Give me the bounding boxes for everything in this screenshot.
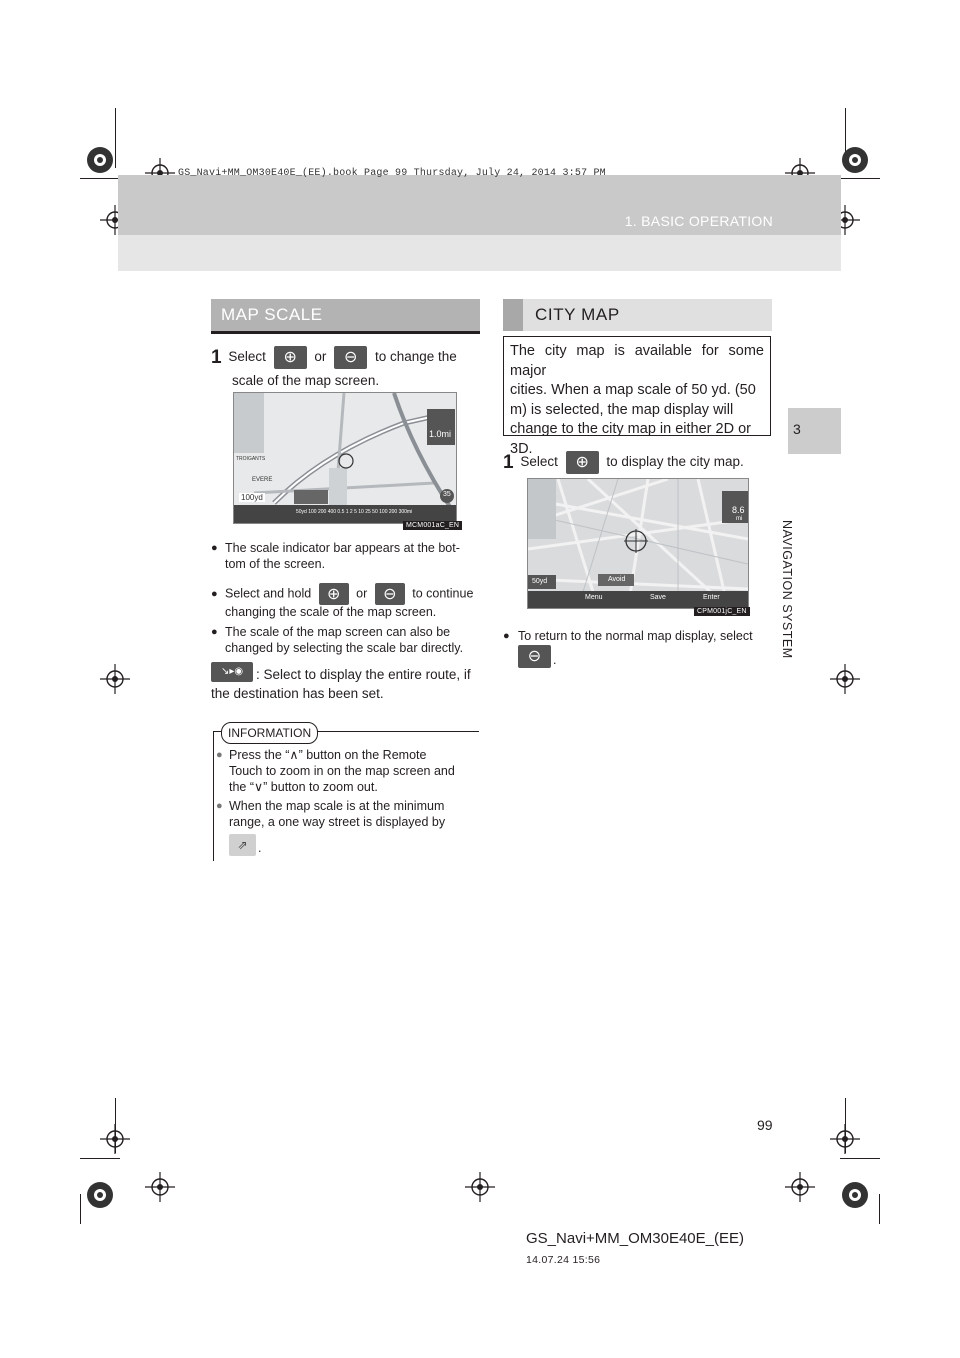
map-scale-screen-drawing — [234, 393, 456, 523]
bullet-fragment: or — [356, 586, 368, 601]
step-number: 1 — [211, 347, 222, 369]
bullet-text — [225, 583, 485, 605]
city-map-screen-drawing — [528, 479, 748, 608]
bullet-fragment: Select and hold — [225, 586, 312, 601]
city-map-note-box — [503, 336, 771, 457]
bullet-text: . — [553, 653, 557, 667]
chapter-title: NAVIGATION SYSTEM — [780, 520, 794, 659]
note-line: The city map is available for some major — [510, 343, 764, 379]
step-text: to display the city map. — [606, 454, 744, 470]
city-map-heading — [503, 299, 772, 331]
registration-mark-icon — [840, 145, 870, 175]
registration-mark-icon — [465, 1172, 495, 1202]
registration-mark-icon — [85, 1180, 115, 1210]
note-line: 3D. — [510, 440, 533, 457]
bullet-icon: ● — [211, 626, 218, 638]
menu-button: Menu — [585, 594, 603, 601]
bullet-icon: ● — [216, 749, 223, 761]
zoom-in-button: ⊕ — [274, 346, 307, 369]
screen-scale: 100yd — [241, 493, 263, 502]
bullet-icon: ● — [216, 800, 223, 812]
entire-route-icon: ↘▸◉ — [211, 662, 253, 682]
bullet-text: To return to the normal map display, select — [518, 629, 753, 643]
zoom-in-button: ⊕ — [319, 583, 349, 605]
bullet-text: The scale indicator bar appears at the bot- — [225, 541, 460, 555]
screen-distance: 8.6 — [732, 505, 745, 515]
registration-mark-icon — [785, 1172, 815, 1202]
footer-doc-id: GS_Navi+MM_OM30E40E_(EE) — [526, 1230, 744, 1247]
crop-line — [840, 1158, 880, 1159]
info-text: When the map scale is at the minimum — [229, 799, 445, 813]
section-title: 1. BASIC OPERATION — [624, 213, 773, 229]
info-text: range, a one way street is displayed by — [229, 815, 446, 829]
info-text: . — [258, 841, 262, 855]
bullet-text: The scale of the map screen can also be — [225, 625, 451, 639]
page-number: 99 — [757, 1117, 773, 1133]
bullet-fragment: to continue — [412, 586, 474, 601]
enter-button: Enter — [703, 594, 720, 601]
registration-mark-icon — [100, 664, 130, 694]
screen-distance: 1.0mi — [429, 429, 452, 439]
step-text: or — [314, 349, 327, 365]
note-line: m) is selected, the map display will — [510, 401, 734, 418]
route-text: : Select to display the entire route, if — [256, 667, 471, 682]
crop-line — [80, 1194, 81, 1224]
crop-line — [80, 178, 120, 179]
step-text: to change the — [374, 349, 457, 365]
note-line: cities. When a map scale of 50 yd. (50 — [510, 382, 756, 398]
route-text: the destination has been set. — [211, 686, 384, 701]
map-scale-title: MAP SCALE — [221, 305, 323, 324]
zoom-out-button: ⊖ — [375, 583, 405, 605]
info-text: Press the “∧” button on the Remote — [229, 748, 427, 762]
crop-line — [840, 178, 880, 179]
info-text: Touch to zoom in on the map screen and — [229, 764, 455, 778]
chapter-number: 3 — [793, 421, 801, 437]
registration-mark-icon — [85, 145, 115, 175]
zoom-out-button: ⊖ — [334, 346, 367, 369]
heading-bar — [503, 299, 523, 331]
step-number: 1 — [503, 452, 514, 474]
crop-line — [80, 1158, 120, 1159]
registration-mark-icon — [840, 1180, 870, 1210]
note-line: change to the city map in either 2D or — [510, 421, 751, 437]
bullet-icon: ● — [211, 542, 218, 554]
save-button: Save — [650, 594, 666, 601]
city-map-title: CITY MAP — [535, 305, 620, 324]
info-text: the “∨” button to zoom out. — [229, 780, 378, 794]
book-info-line: GS_Navi+MM_OM30E40E_(EE).book Page 99 Thursday, July 24, 2014 3:57 PM — [178, 168, 606, 179]
bullet-icon: ● — [211, 588, 218, 600]
map-scale-step-cont: scale of the map screen. — [232, 373, 380, 388]
step-text: Select — [228, 349, 266, 365]
bullet-text: changing the scale of the map screen. — [225, 605, 437, 619]
zoom-in-button: ⊕ — [566, 451, 599, 474]
information-label: INFORMATION — [221, 722, 318, 744]
map-scale-step — [211, 346, 481, 369]
map-scale-heading — [211, 299, 480, 334]
step-text: Select — [520, 454, 558, 470]
screen-scale: 50yd — [532, 578, 548, 585]
screen-caption: CPM001jC_EN — [694, 607, 750, 616]
screen-place: TROIGANTS — [236, 456, 266, 462]
city-map-step — [503, 451, 773, 474]
bullet-icon: ● — [503, 630, 510, 642]
map-scale-screen — [233, 392, 457, 524]
screen-caption: MCM001aC_EN — [403, 521, 462, 530]
registration-mark-icon — [830, 1124, 860, 1154]
screen-scale-bar: 50yd 100 200 400 0.5 1 2 5 10 25 50 100 200 300mi — [296, 509, 413, 515]
registration-mark-icon — [100, 1124, 130, 1154]
crop-line — [879, 1194, 880, 1224]
bullet-text: changed by selecting the scale bar directly. — [225, 641, 464, 655]
one-way-street-icon: ⇗ — [229, 834, 256, 856]
footer-date: 14.07.24 15:56 — [526, 1254, 601, 1266]
registration-mark-icon — [145, 1172, 175, 1202]
avoid-button: Avoid — [608, 576, 626, 583]
city-map-screen — [527, 478, 749, 609]
chapter-title-vertical — [780, 520, 840, 659]
zoom-out-button: ⊖ — [518, 645, 551, 668]
crop-line — [115, 108, 116, 168]
screen-speed: 35 — [443, 491, 451, 498]
info-rule — [213, 731, 214, 861]
registration-mark-icon — [830, 664, 860, 694]
bullet-text: tom of the screen. — [225, 557, 326, 571]
screen-place: EVERE — [252, 477, 273, 483]
screen-unit: mi — [736, 516, 743, 522]
